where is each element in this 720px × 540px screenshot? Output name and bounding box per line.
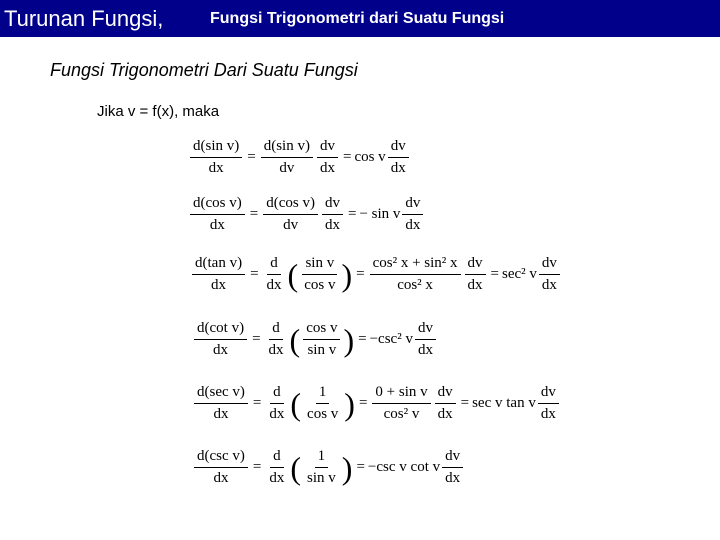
equals: = <box>356 266 365 282</box>
result: cos v <box>354 149 386 165</box>
numerator: d(sec v) <box>194 384 248 404</box>
lhs-fraction <box>194 320 247 359</box>
dv-dx-fraction <box>388 138 409 177</box>
numerator: sin v <box>302 255 337 275</box>
numerator: d <box>269 320 283 340</box>
denominator: dx <box>209 217 225 233</box>
title-bar <box>0 0 720 37</box>
denominator: cos² v <box>383 406 420 422</box>
equals: = <box>250 266 259 282</box>
right-paren: ) <box>341 256 353 293</box>
denominator: dx <box>269 470 285 486</box>
chain-fraction <box>261 138 313 177</box>
numerator: d(cos v) <box>190 195 245 215</box>
equals: = <box>460 395 470 411</box>
numerator: 1 <box>315 448 329 468</box>
chain-fraction <box>263 195 318 234</box>
denominator: dx <box>417 342 433 358</box>
left-paren: ( <box>290 449 302 486</box>
denominator: cos² x <box>397 277 433 293</box>
dv-dx-fraction <box>442 448 463 487</box>
numerator: d <box>267 255 281 275</box>
numerator: dv <box>442 448 463 468</box>
inner-fraction <box>304 384 341 423</box>
formula-tan <box>190 255 562 294</box>
numerator: d(cos v) <box>263 195 318 215</box>
numerator: 0 + sin v <box>372 384 430 404</box>
equals: = <box>358 331 367 347</box>
denominator: cos v <box>307 406 339 422</box>
numerator: dv <box>539 255 560 275</box>
result: − sin v <box>359 206 401 222</box>
denominator: dx <box>437 406 453 422</box>
denominator: dx <box>269 406 285 422</box>
denominator: dx <box>213 406 229 422</box>
numerator: d(sin v) <box>261 138 313 158</box>
dv-dx-fraction <box>538 384 559 423</box>
d-dx-operator <box>266 448 287 487</box>
left-paren: ( <box>287 256 299 293</box>
denominator: dx <box>390 160 406 176</box>
formula-sec <box>192 384 561 423</box>
numerator: d <box>270 448 284 468</box>
numerator: d(csc v) <box>194 448 248 468</box>
dv-dx-fraction <box>402 195 423 234</box>
equals: = <box>347 206 357 222</box>
result: −csc v cot v <box>367 459 441 475</box>
numerator: d(cot v) <box>194 320 247 340</box>
inner-fraction <box>301 255 338 294</box>
dv-dx-fraction <box>317 138 338 177</box>
left-paren: ( <box>289 321 301 358</box>
result: −csc² v <box>369 331 413 347</box>
denominator: dx <box>540 406 556 422</box>
denominator: cos v <box>304 277 336 293</box>
numerator: dv <box>402 195 423 215</box>
denominator: dx <box>405 217 421 233</box>
inner-fraction <box>303 320 340 359</box>
d-dx-operator <box>264 255 285 294</box>
slide-title: Turunan Fungsi, <box>4 6 164 31</box>
numerator: cos² x + sin² x <box>370 255 461 275</box>
lhs-fraction <box>194 384 248 423</box>
numerator: dv <box>538 384 559 404</box>
equals: = <box>342 149 352 165</box>
expanded-fraction <box>372 384 430 423</box>
inner-fraction <box>304 448 339 487</box>
dv-dx-fraction <box>415 320 436 359</box>
numerator: 1 <box>316 384 330 404</box>
dv-dx-fraction <box>465 255 486 294</box>
lhs-fraction <box>190 195 245 234</box>
numerator: dv <box>465 255 486 275</box>
denominator: dv <box>279 160 295 176</box>
dv-dx-fraction <box>322 195 343 234</box>
lhs-fraction <box>194 448 248 487</box>
right-paren: ) <box>343 321 355 358</box>
dv-dx-fraction <box>435 384 456 423</box>
denominator: dx <box>213 342 229 358</box>
numerator: cos v <box>303 320 340 340</box>
numerator: dv <box>415 320 436 340</box>
numerator: d(tan v) <box>192 255 245 275</box>
right-paren: ) <box>344 385 355 422</box>
d-dx-operator <box>266 320 287 359</box>
lhs-fraction <box>192 255 245 294</box>
result: sec v tan v <box>472 395 536 411</box>
denominator: dx <box>324 217 340 233</box>
numerator: dv <box>388 138 409 158</box>
lhs-fraction <box>190 138 242 177</box>
denominator: dx <box>445 470 461 486</box>
equals: = <box>356 459 365 475</box>
expanded-fraction <box>370 255 461 294</box>
numerator: d(sin v) <box>190 138 242 158</box>
denominator: dx <box>266 277 282 293</box>
numerator: dv <box>435 384 456 404</box>
numerator: d <box>270 384 284 404</box>
numerator: dv <box>317 138 338 158</box>
intro-text: Jika v = f(x), maka <box>97 103 220 120</box>
denominator: dx <box>268 342 284 358</box>
equals: = <box>252 331 261 347</box>
numerator: dv <box>322 195 343 215</box>
denominator: sin v <box>307 470 336 486</box>
right-paren: ) <box>341 449 353 486</box>
formula-csc <box>192 448 465 487</box>
equals: = <box>249 206 259 222</box>
equals: = <box>252 459 262 475</box>
dv-dx-fraction <box>539 255 560 294</box>
denominator: dx <box>319 160 335 176</box>
d-dx-operator <box>266 384 287 423</box>
equals: = <box>247 149 256 165</box>
formula-cos <box>188 195 425 234</box>
denominator: dx <box>211 277 227 293</box>
denominator: dx <box>208 160 224 176</box>
denominator: dv <box>283 217 299 233</box>
formula-sin <box>188 138 411 177</box>
formula-cot <box>192 320 438 359</box>
section-heading: Fungsi Trigonometri Dari Suatu Fungsi <box>50 60 358 80</box>
equals: = <box>490 266 500 282</box>
equals: = <box>252 395 262 411</box>
left-paren: ( <box>290 385 302 422</box>
denominator: dx <box>467 277 483 293</box>
denominator: dx <box>213 470 229 486</box>
denominator: sin v <box>307 342 337 358</box>
result: sec² v <box>502 266 537 282</box>
denominator: dx <box>541 277 557 293</box>
slide-title-subtitle: Fungsi Trigonometri dari Suatu Fungsi <box>210 10 505 27</box>
equals: = <box>358 395 368 411</box>
